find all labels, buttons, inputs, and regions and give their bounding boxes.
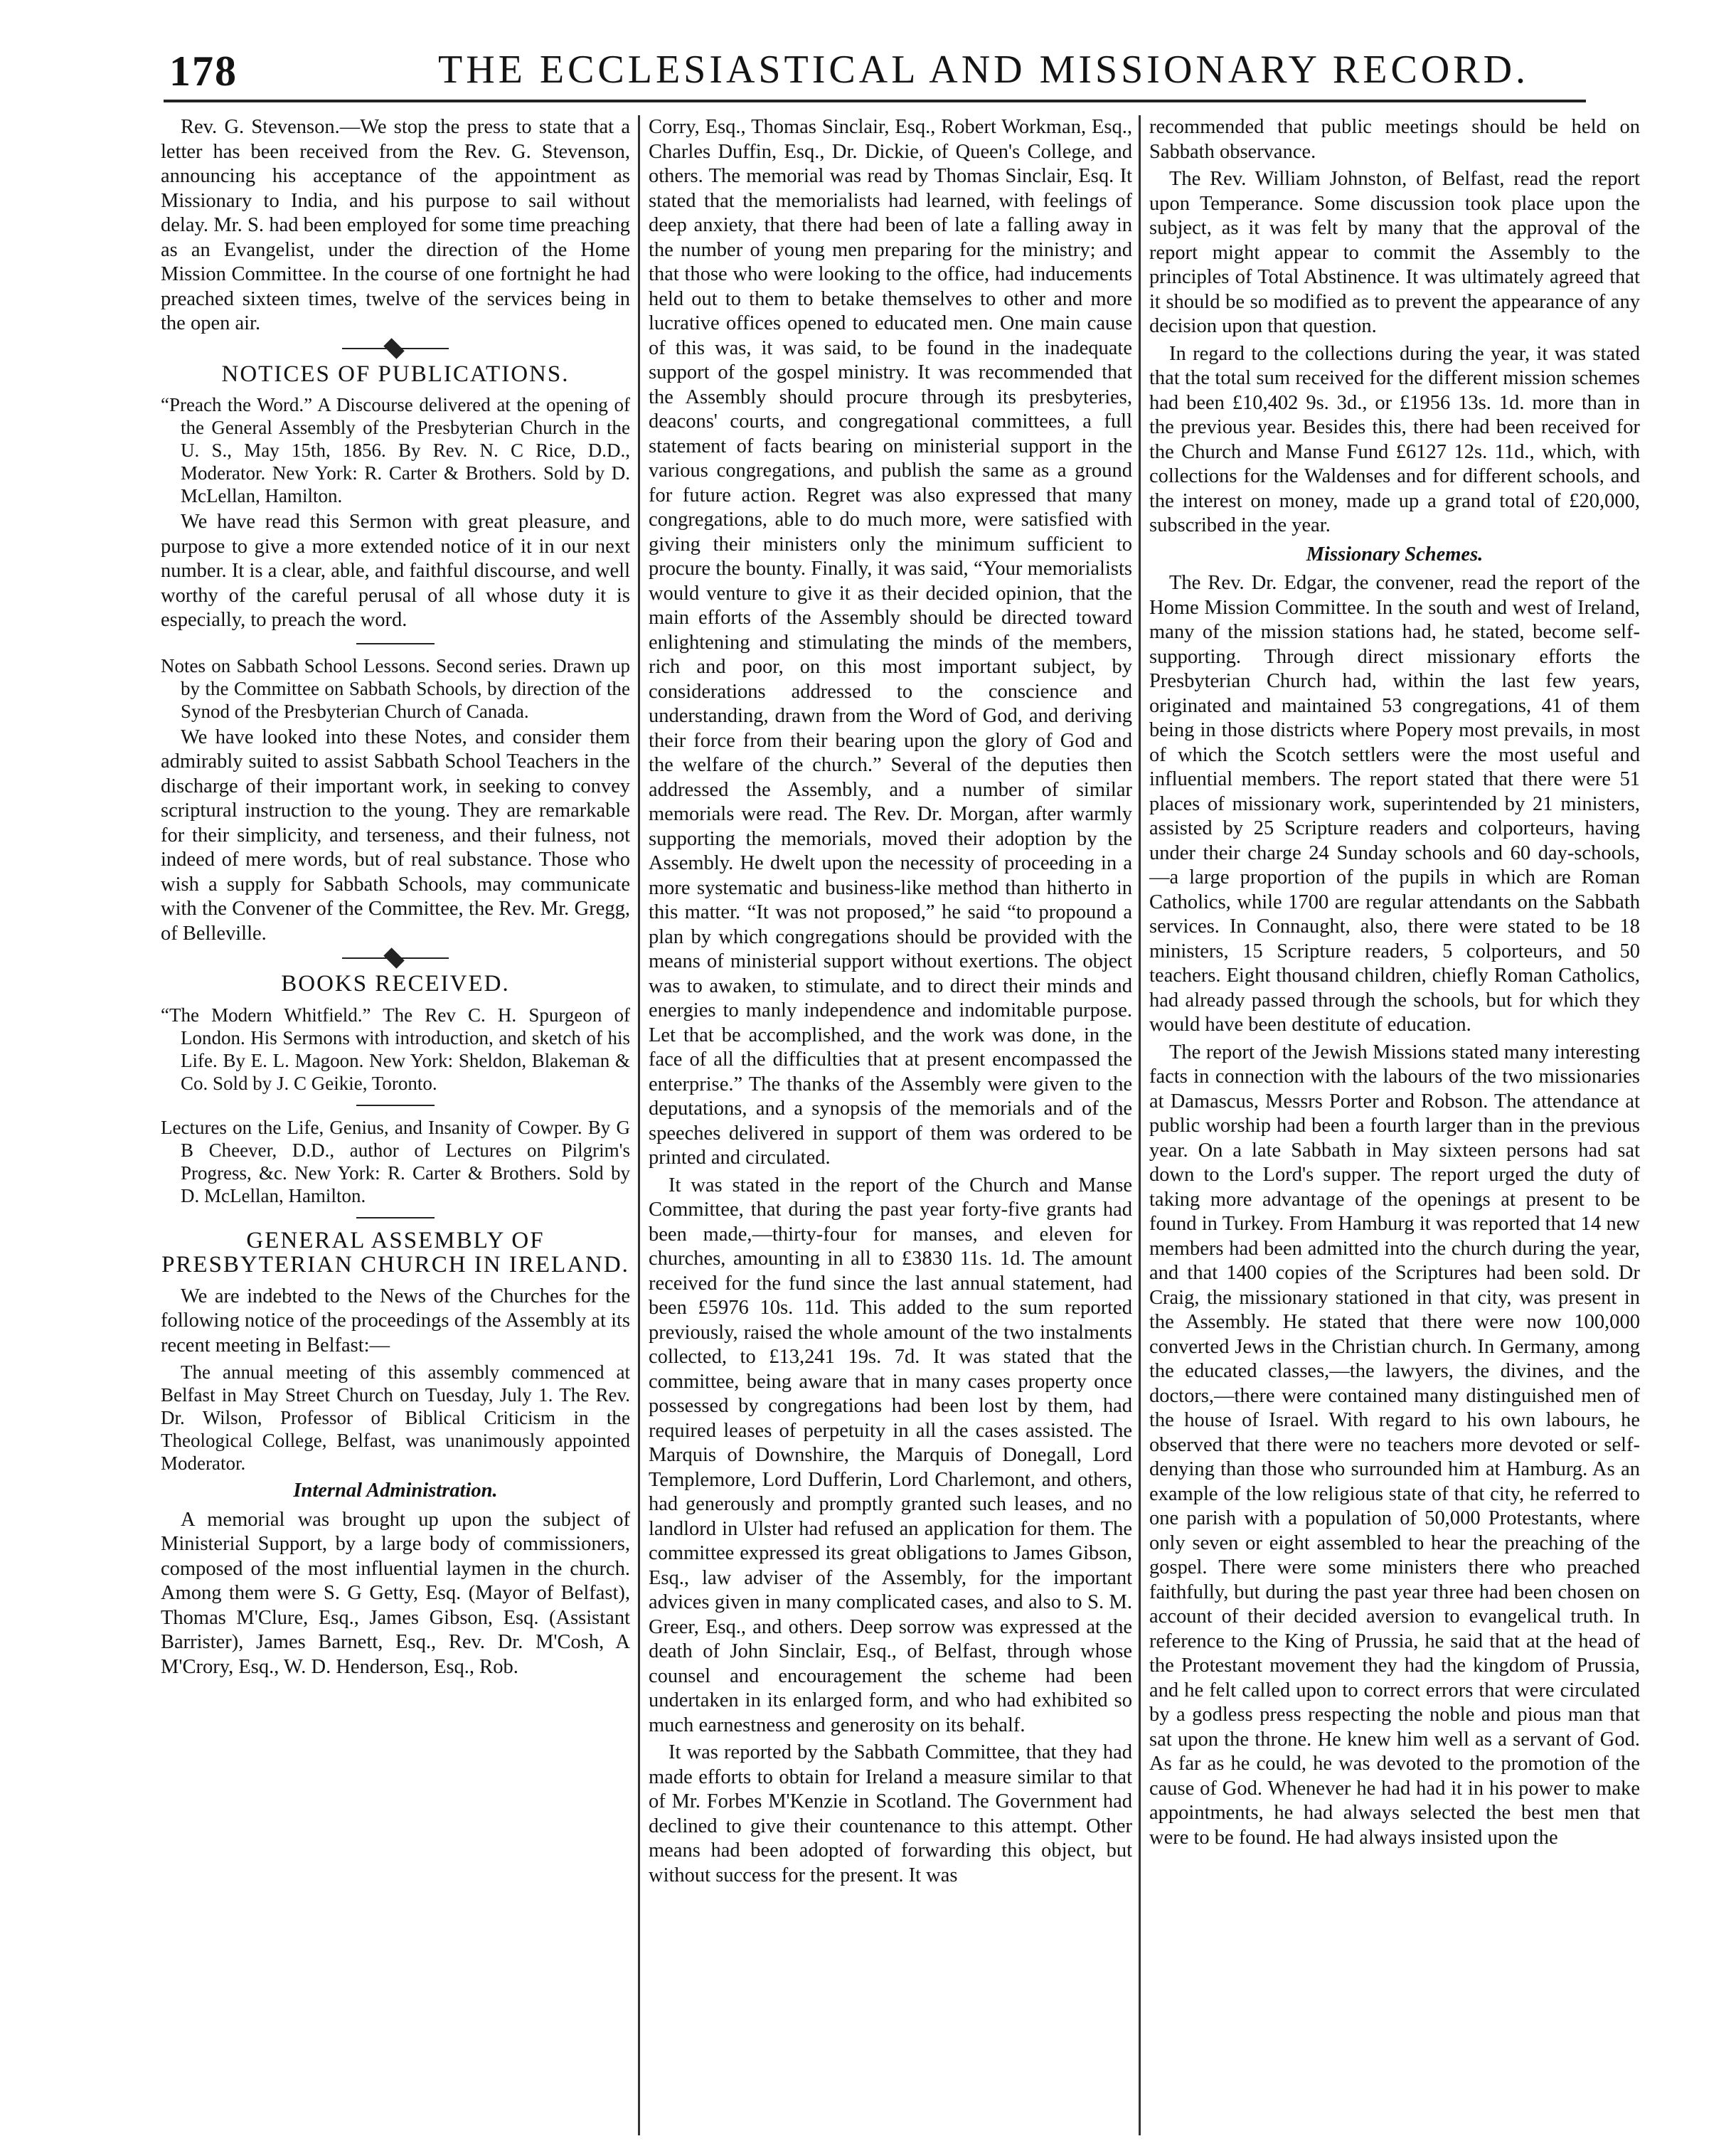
ornament-divider <box>161 950 630 965</box>
heading-publications: NOTICES OF PUBLICATIONS. <box>221 361 570 387</box>
jewish-missions-paragraph: The report of the Jewish Missions stated many interesting facts in connection with the labours of the two missionaries at Damascus, Messrs Porter and Robson. The attendance at public worship had been a fourth larger than in the previous year. On a late Sabbath in May sixteen persons had sat down to the Lord's supper. The report urged the duty of taking more advantage of the openings at present to be found in Turkey. From Hamburg it was reported that 14 new members had been admitted into the church during the year, and that 1400 copies of the Scriptures had been sold. Dr Craig, the missionary stationed in that city, was present in the Assembly. He stated that there were now 100,000 converted Jews in the Christian church. In Germany, among the educated classes,—the lawyers, the divines, and the doctors,—there were contained many distinguished men of the house of Israel. With regard to his own labours, he observed that there were no teachers more devoted or self-denying than those who surrounded him at Hamburg. As an example of the low religious state of that city, he referred to one parish with a population of 50,000 Protestants, where only seven or eight assembled to hear the preaching of the gospel. There were some ministers there who preached faithfully, but during the past year three had been chosen on account of their decided aversion to evangelical truth. In reference to the King of Prussia, he said that at the head of the Protestant movement they had the kingdom of Prussia, and he felt called upon to correct errors that were circulated by a godless press respecting the noble and pious man that sat upon the throne. He knew him well as a servant of God. As far as he could, he was devoted to the promotion of the cause of God. Whenever he had had it in his power to make appointments, he had always selected the best men that were to be found. He had always insisted upon the <box>1149 1041 1640 1849</box>
assembly-intro: We are indebted to the News of the Churches for the following notice of the proceedings of the Assembly at its recent meeting in Belfast:— <box>161 1285 630 1356</box>
column-divider <box>638 115 640 2135</box>
assembly-meeting: The annual meeting of this assembly commenced at Belfast in May Street Church on Tuesday, July 1. The Rev. Dr. Wilson, Professor of Biblical Criticism in the Theological College, Belfast, was unanimously appointed Moderator. <box>161 1361 630 1474</box>
stevenson-notice: Rev. G. Stevenson.—We stop the press to state that a letter has been received from the Rev. G. Stevenson, announcing his acceptance of the appointment as Missionary to India, and his purpose to sail without delay. Mr. S. had been employed for some time preaching as an Evangelist, under the direction of the Home Mission Committee. In the course of one fortnight he had preached sixteen times, twelve of the services being in the open air. <box>161 116 630 334</box>
heading-general-assembly: GENERAL ASSEMBLY OF PRESBYTERIAN CHURCH IN IRELAND. <box>161 1227 629 1278</box>
preach-the-word-notice: “Preach the Word.” A Discourse delivered at the opening of the General Assembly of the Presbyterian Church in the U. S., May 15th, 1856. By Rev. N. C Rice, D.D., Moderator. New York: R. Carter & Brothers. Sold by D. McLellan, Hamilton. <box>161 394 630 506</box>
column-3 <box>1149 115 1640 2135</box>
collections-paragraph: In regard to the collections during the year, it was stated that the total sum received for the different mission schemes had been £10,402 9s. 3d., or £1956 13s. 1d. more than in the previous year. Besides this, there had been received for the Church and Manse Fund £6127 12s. 11d., which, with collections for the Waldenses and for different schools, and the interest on money, made up a grand total of £20,000, subscribed in the year. <box>1149 342 1640 536</box>
section-rule <box>356 1217 435 1218</box>
ornament-divider <box>161 341 630 355</box>
page-header <box>155 44 1599 101</box>
sabbath-notes-notice: Notes on Sabbath School Lessons. Second series. Drawn up by the Committee on Sabbath Schools, by direction of the Synod of the Presbyterian Church of Canada. <box>161 654 630 722</box>
column-divider <box>1139 115 1141 2135</box>
header-rule <box>164 100 1586 102</box>
heading-books-received: BOOKS RECEIVED. <box>281 971 510 997</box>
cowper-lectures-notice: Lectures on the Life, Genius, and Insanity of Cowper. By G B Cheever, D.D., author of Lectures on Pilgrim's Progress, &c. New York: R. Carter & Brothers. Sold by D. McLellan, Hamilton. <box>161 1116 630 1206</box>
memorial-paragraph: A memorial was brought up upon the subject of Ministerial Support, by a large body of commissioners, composed of the most influential laymen in the church. Among them were S. G Getty, Esq. (Mayor of Belfast), Thomas M'Clure, Esq., James Gibson, Esq. (Assistant Barrister), James Barnett, Esq., Rev. Dr. M'Cosh, A M'Crory, Esq., W. D. Henderson, Esq., Rob. <box>161 1508 630 1678</box>
section-rule <box>356 1105 435 1106</box>
temperance-paragraph: The Rev. William Johnston, of Belfast, read the report upon Temperance. Some discussion took place upon the subject, as it was felt by many that the approval of the report might appear to commit the Assembly to the principles of Total Abstinence. It was ultimately agreed that it should be so modified as to prevent the appearance of any decision upon that question. <box>1149 168 1640 337</box>
section-rule <box>356 643 435 644</box>
column-1 <box>161 115 630 2135</box>
modern-whitfield-notice: “The Modern Whitfield.” The Rev C. H. Spurgeon of London. His Sermons with introduction, and sketch of his Life. By E. L. Magoon. New York: Sheldon, Blakeman & Co. Sold by J. C Geikie, Toronto. <box>161 1004 630 1094</box>
sabbath-notes-review: We have looked into these Notes, and consider them admirably suited to assist Sabbath School Teachers in the discharge of their important work, in seeking to convey scriptural instruction to the young. They are remarkable for their simplicity, and terseness, and their fulness, not indeed of mere words, but of real substance. Those who wish a supply for Sabbath Schools, may communicate with the Convener of the Committee, the Rev. Mr. Gregg, of Belleville. <box>161 726 630 945</box>
sabbath-continued: recommended that public meetings should be held on Sabbath observance. <box>1149 116 1640 163</box>
memorial-continued: Corry, Esq., Thomas Sinclair, Esq., Robert Workman, Esq., Charles Duffin, Esq., Dr. Dickie, of Queen's College, and others. The memorial was read by Thomas Sinclair, Esq. It stated that the memorialists had learned, with feelings of deep anxiety, that there had been of late a falling away in the number of young men preparing for the ministry; and that those who were looking to the office, had inducements held out to them to betake themselves to other and more lucrative offices opened to educated men. One main cause of this was, it was said, to be found in the inadequate support of the gospel ministry. It was recommended that the Assembly should procure through its presbyteries, deacons' courts, and congregational committees, a full statement of facts bearing on ministerial support in the various congregations, and publish the same as a ground for future action. Regret was also expressed that many congregations, able to do much more, were satisfied with giving their ministers only the minimum sufficient to procure the bounty. Finally, it was said, “Your memorialists would venture to give it as their decided opinion, that the main efforts of the Assembly should be directed toward enlightening and stimulating the minds of the members, rich and poor, on this most important subject, by considerations addressed to the conscience and understanding, drawn from the Word of God, and deriving their force from their bearing upon the glory of God and the welfare of the church.” Several of the deputies then addressed the Assembly, and a number of similar memorials were read. The Rev. Dr. Morgan, after warmly supporting the memorials, moved their adoption by the Assembly. He dwelt upon the necessity of proceeding in a more systematic and business-like method than hitherto in this matter. “It was not proposed,” he said “to propound a plan by which congregations should be provided with the means of ministerial support without exertions. The object was to awaken, to stimulate, and to direct their minds and energies to manly independence and indomitable purpose. Let that be accomplished, and the work was done, in the face of all the difficulties that at present encompassed the enterprise.” The thanks of the Assembly were given to the deputations, and a synopsis of the memorials and of the speeches delivered in support of them was ordered to be printed and circulated. <box>649 116 1132 1169</box>
column-2 <box>649 115 1132 2135</box>
home-mission-paragraph: The Rev. Dr. Edgar, the convener, read the report of the Home Mission Committee. In the south and west of Ireland, many of the mission stations had, he stated, become self-supporting. Through direct missionary efforts the Presbyterian Church had, within the last few years, originated and maintained 53 congregations, 41 of them being in those districts where Popery most prevails, in most of which the Scotch settlers were the most useful and influential members. The report stated that there were 51 places of missionary work, superintended by 21 ministers, assisted by 25 Scripture readers and colporteurs, having under their charge 24 Sunday schools and 60 day-schools,—a large proportion of the pupils in which are Roman Catholics, while 1700 are regular attendants on the Sabbath services. In Connaught, also, there were stated to be 18 ministers, 15 Scripture readers, 5 colporteurs, and 50 teachers. Eight thousand children, chiefly Roman Catholics, had already passed through the schools, but for which they would have been destitute of education. <box>1149 572 1640 1036</box>
journal-title: THE ECCLESIASTICAL AND MISSIONARY RECORD. <box>438 48 1530 92</box>
church-manse-paragraph: It was stated in the report of the Church and Manse Committee, that during the past year forty-five grants had been made,—thirty-four for manses, and eleven for churches, amounting in all to £3830 11s. 1d. The amount received for the fund since the last annual statement, had been £5976 10s. 11d. This added to the sum reported previously, raised the whole amount of the two instalments collected, to £13,241 19s. 7d. It was stated that the committee, being aware that in many cases property once possessed by congregations had been lost by them, had required leases of perpetuity in all the cases assisted. The Marquis of Downshire, the Marquis of Donegall, Lord Templemore, Lord Dufferin, Lord Charlemont, and others, had generously and promptly granted such leases, and no landlord in Ulster had refused an application for them. The committee expressed its great obligations to James Gibson, Esq., law adviser of the Assembly, for the important advices given in many complicated cases, and also to S. M. Greer, Esq., and others. Deep sorrow was expressed at the death of John Sinclair, Esq., of Belfast, through whose counsel and encouragement the scheme had been undertaken in its enlarged form, and who had exhibited so much earnestness and generosity on its behalf. <box>649 1174 1132 1736</box>
sabbath-committee-paragraph: It was reported by the Sabbath Committee, that they had made efforts to obtain for Ireland a measure similar to that of Mr. Forbes M'Kenzie in Scotland. The Government had declined to give their countenance to this attempt. Other means had been adopted of forwarding this object, but without success for the present. It was <box>649 1741 1132 1886</box>
subheading-internal-administration: Internal Administration. <box>293 1480 498 1502</box>
page-number: 178 <box>169 48 238 95</box>
preach-the-word-review: We have read this Sermon with great pleasure, and purpose to give a more extended notice of it in our next number. It is a clear, able, and faithful discourse, and well worthy of the careful perusal of all whose duty it is especially, to preach the word. <box>161 511 630 631</box>
subheading-missionary-schemes: Missionary Schemes. <box>1306 543 1484 565</box>
